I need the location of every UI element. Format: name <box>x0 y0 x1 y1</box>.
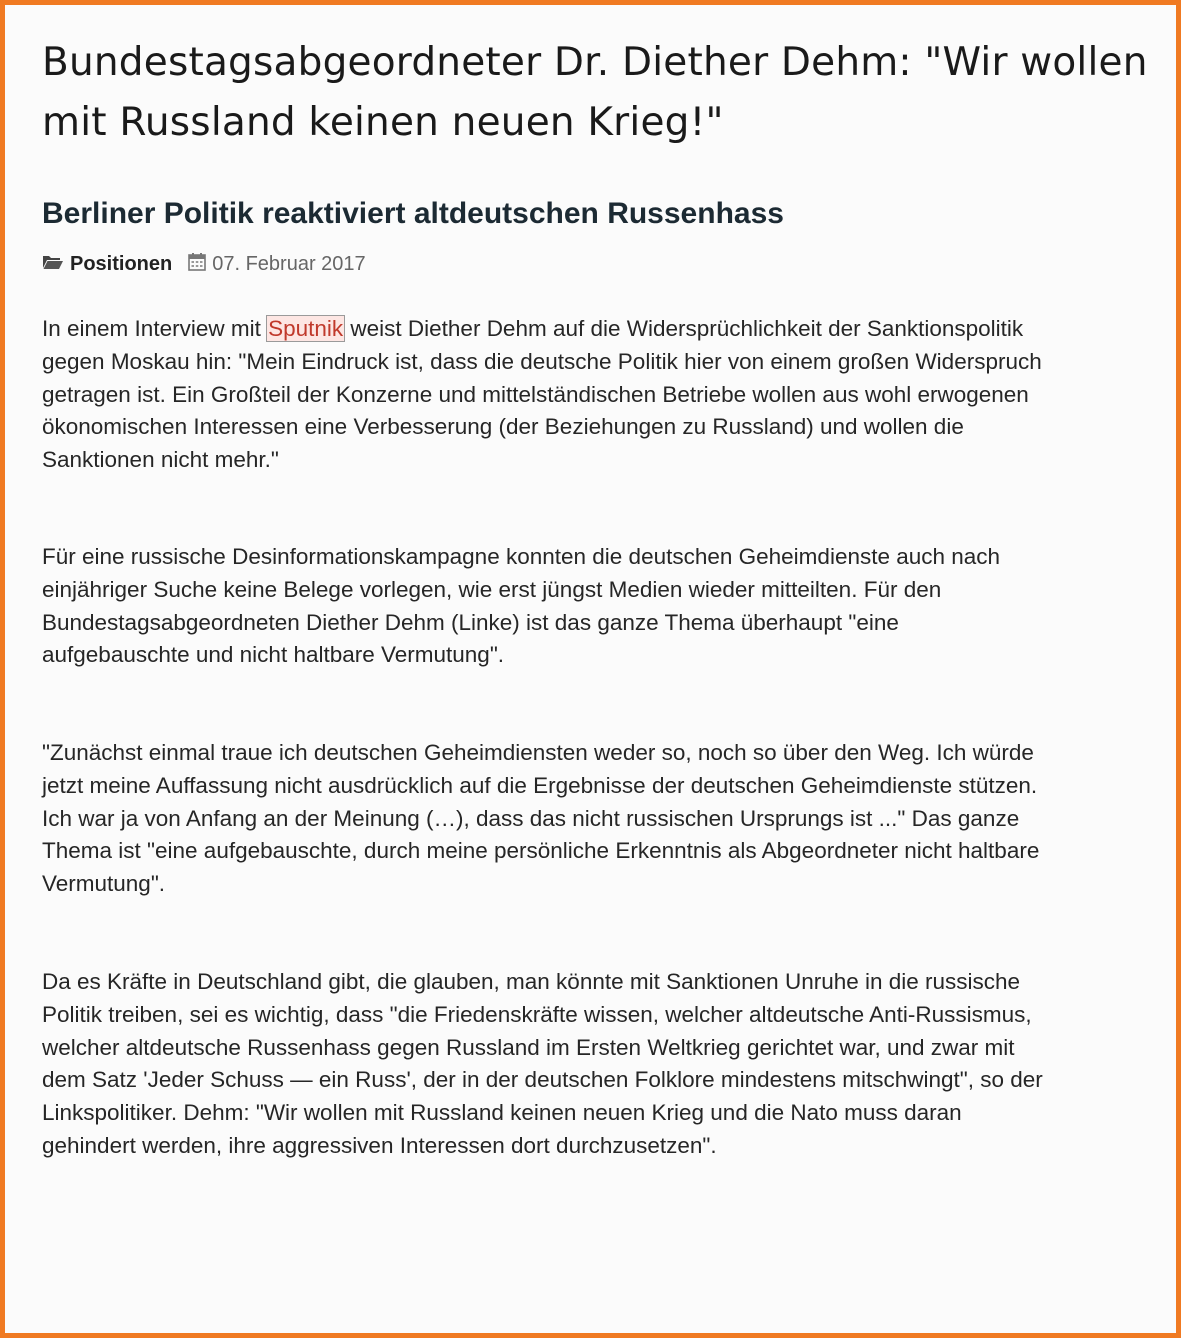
article-paragraph-1 <box>42 313 1052 477</box>
article-meta <box>42 251 366 277</box>
article-date-label: 07. Februar 2017 <box>212 252 366 275</box>
article-category-label: Positionen <box>70 252 173 275</box>
article-date <box>188 252 365 277</box>
article-title[interactable]: Berliner Politik reaktiviert altdeutschen Russenhass <box>42 197 784 230</box>
folder-open-icon <box>42 253 64 276</box>
calendar-icon <box>188 252 206 277</box>
paragraph-1-text-start: In einem Interview mit <box>42 316 268 341</box>
sputnik-link[interactable]: Sputnik <box>268 316 344 341</box>
article-paragraph-4: Da es Kräfte in Deutschland gibt, die glauben, man könnte mit Sanktionen Unruhe in die russische Politik treiben, sei es wichtig, dass "die Friedenskräfte wissen, welcher altdeutsche Anti-Russismus, welcher altdeutsche Russenhass gegen Russland im Ersten Weltkrieg gerichtet war, und zwar mit dem Satz 'Jeder Schuss — ein Russ', der in der deutschen Folklore mindestens mitschwingt", so der Linkspolitiker. Dehm: "Wir wollen mit Russland keinen neuen Krieg und die Nato muss daran gehindert werden, ihre aggressiven Interessen dort durchzusetzen". <box>42 969 1043 1158</box>
page-headline: Bundestagsabgeordneter Dr. Diether Dehm: "Wir wollen mit Russland keinen neuen Krieg!" <box>42 40 1148 145</box>
paragraph-1-text-end: weist Diether Dehm auf die Widersprüchlichkeit der Sanktionspolitik gegen Moskau hin: "Mein Eindruck ist, dass die deutsche Politik hier von einem großen Widerspruch getragen ist. Ein Großteil der Konzerne und mittelständischen Betriebe wollen aus wohl erwogenen ökonomischen Interessen eine Verbesserung (der Beziehungen zu Russland) und wollen die Sanktionen nicht mehr." <box>42 316 1042 473</box>
article-paragraph-2: Für eine russische Desinformationskampagne konnten die deutschen Geheimdienste auch nach einjähriger Suche keine Belege vorlegen, wie erst jüngst Medien wieder mitteilten. Für den Bundestagsabgeordneten Diether Dehm (Linke) ist das ganze Thema überhaupt "eine aufgebauschte und nicht haltbare Vermutung". <box>42 544 1001 668</box>
article-paragraph-3: "Zunächst einmal traue ich deutschen Geheimdiensten weder so, noch so über den Weg. Ich würde jetzt meine Auffassung nicht ausdrücklich auf die Ergebnisse der deutschen Geheimdienste stützen. Ich war ja von Anfang an der Meinung (…), dass das nicht russischen Ursprungs ist ..." Das ganze Thema ist "eine aufgebauschte, durch meine persönliche Erkenntnis als Abgeordneter nicht haltbare Vermutung". <box>42 740 1040 897</box>
article-category[interactable] <box>42 253 172 276</box>
